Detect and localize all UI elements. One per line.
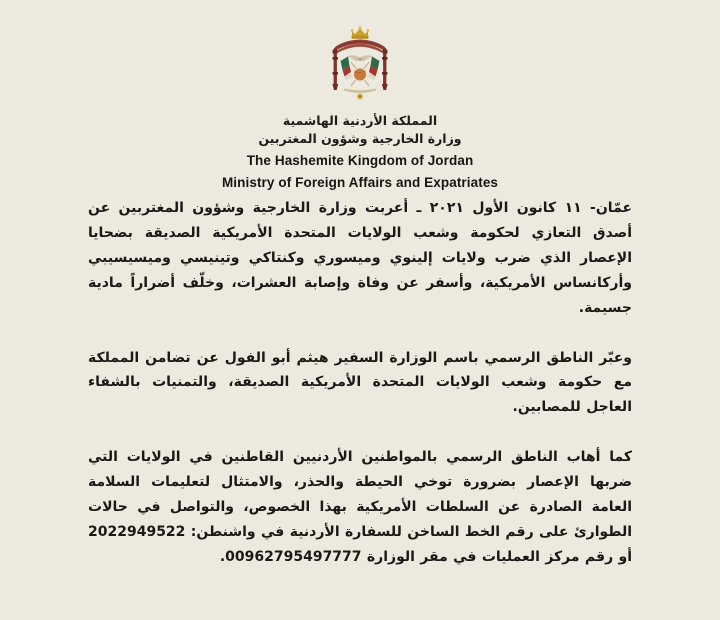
scroll-and-medal: [342, 87, 378, 101]
statement-paragraph-3: كما أهاب الناطق الرسمي بالمواطنين الأردنيين القاطنين في الولايات التي ضربها الإعصار بضرورة توخي الحيطة والحذر، والامتثال لتعليمات السلامة العامة الصادرة عن السلطات الأمريكية بهذا الخصوص، والتواصل في حالات الطوارئ على رقم الخط الساخن للسفارة الأردنية في واشنطن: 2022949522 أو رقم مركز العمليات في مقر الوزارة 00962795497777.: [88, 449, 632, 565]
masthead-arabic-ministry: وزارة الخارجية وشؤون المغتربين: [258, 130, 462, 146]
masthead-titles: [0, 112, 720, 193]
masthead-english-ministry: Ministry of Foreign Affairs and Expatriates: [221, 175, 499, 191]
masthead: [0, 0, 720, 193]
crown-icon: [351, 26, 370, 38]
royal-tent: [332, 40, 387, 91]
statement-body: [88, 196, 632, 570]
masthead-english-kingdom: The Hashemite Kingdom of Jordan: [246, 152, 474, 168]
masthead-arabic-kingdom: المملكة الأردنية الهاشمية: [282, 113, 438, 128]
statement-paragraph-2: وعبّر الناطق الرسمي باسم الوزارة السفير هيثم أبو الفول عن تضامن المملكة مع حكومة وشعب الولايات المتحدة الأمريكية الصديقة، والتمنيات بالشفاء العاجل للمصابين.: [88, 349, 632, 416]
globe: [353, 67, 368, 82]
statement-paragraph-1: عمّان- ١١ كانون الأول ٢٠٢١ ـ أعربت وزارة الخارجية وشؤون المغتربين عن أصدق التعازي لحكومة وشعب الولايات المتحدة الأمريكية الصديقة بضحايا الإعصار الذي ضرب ولايات إلينوي وميسوري وكنتاكي وتينيسي وميسيسيبي وأركانساس الأمريكية، وأسفر عن وفاة وإصابة العشرات، وخلّف أضراراً مادية جسيمة.: [88, 200, 633, 316]
coat-of-arms-of-jordan-emblem: [318, 26, 402, 106]
eagle-wings: [347, 55, 373, 61]
